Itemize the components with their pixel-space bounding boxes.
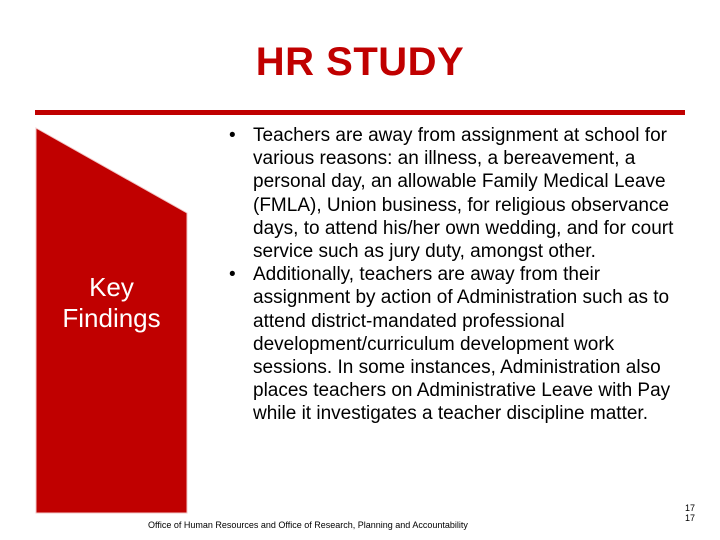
side-label-line-1: Key bbox=[89, 272, 134, 302]
findings-list bbox=[225, 124, 695, 426]
side-label-line-2: Findings bbox=[62, 303, 161, 333]
bullet-text: Additionally, teachers are away from their assignment by action of Administration such as to attend district-mandated professional development/curriculum development work sessions. In some instances, Administration also places teachers on Administrative Leave with Pay while it investigates a teacher discipline matter. bbox=[253, 264, 671, 425]
list-item bbox=[225, 124, 695, 263]
page-number bbox=[683, 503, 697, 523]
list-item bbox=[225, 263, 695, 425]
page-number-top: 17 bbox=[684, 503, 695, 513]
footer-text: Office of Human Resources and Office of Research, Planning and Accountability bbox=[148, 520, 468, 530]
bullet-icon: • bbox=[229, 125, 236, 146]
side-label bbox=[34, 272, 189, 334]
bullet-icon: • bbox=[229, 264, 236, 286]
slide-title: HR STUDY bbox=[255, 40, 465, 84]
bullet-text: Teachers are away from assignment at school for various reasons: an illness, a bereavement, a personal day, an allowable Family Medical Leave (FMLA), Union business, for religious observance days, to attend his/her own wedding, and for court service such as jury duty, amongst other. bbox=[253, 125, 674, 263]
page-number-bottom: 17 bbox=[684, 513, 695, 523]
